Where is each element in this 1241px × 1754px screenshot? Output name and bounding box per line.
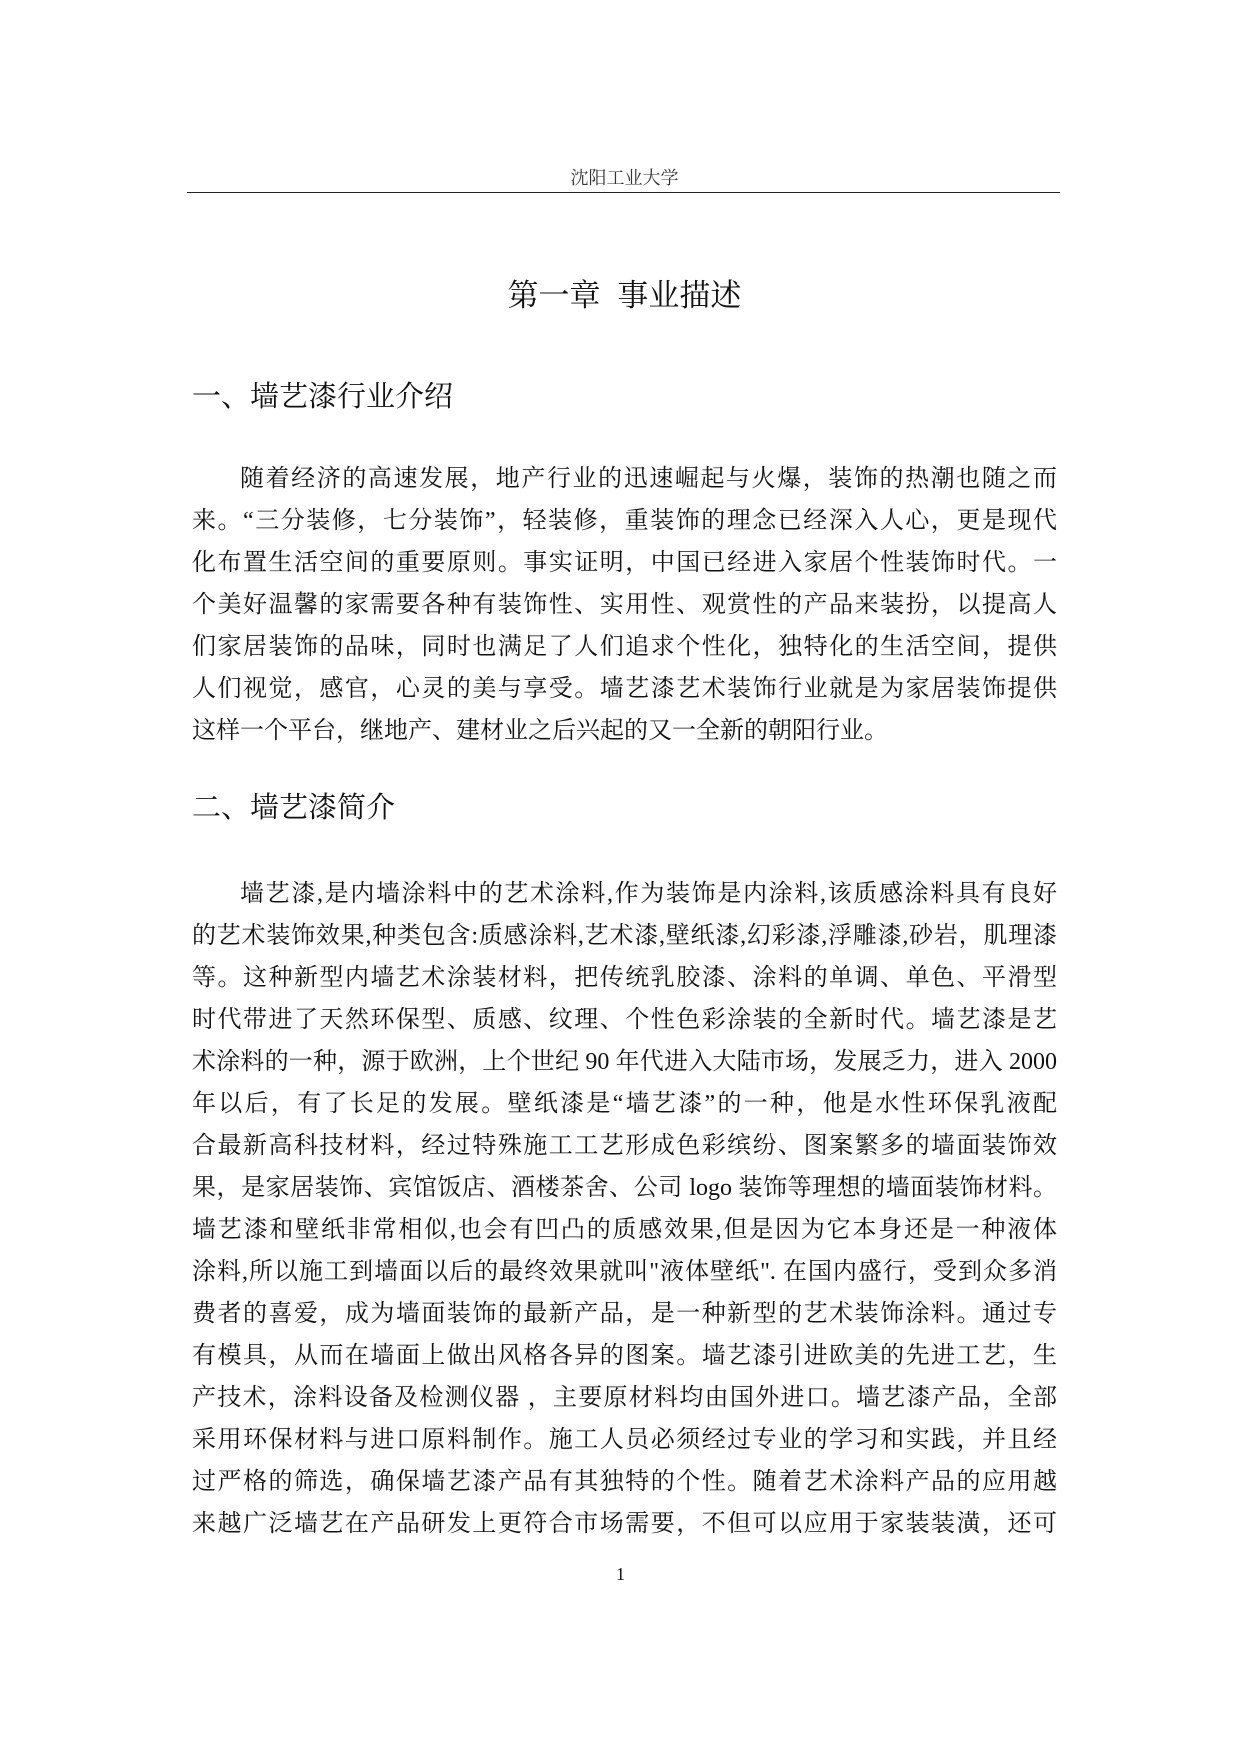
chapter-title: 第一章 事业描述: [507, 278, 742, 314]
page-number: 1: [616, 1564, 625, 1584]
paragraph-line: 墙艺漆,是内墙涂料中的艺术涂料,作为装饰是内涂料,该质感涂料具有良好: [240, 881, 1057, 907]
paragraph-line: 术涂料的一种，源于欧洲，上个世纪 90 年代进入大陆市场，发展乏力，进入 2000: [192, 1049, 1057, 1075]
paragraph-line: 们家居装饰的品味，同时也满足了人们追求个性化，独特化的生活空间，提供: [192, 634, 1057, 660]
paragraph-line: 费者的喜爱，成为墙面装饰的最新产品，是一种新型的艺术装饰涂料。通过专: [192, 1301, 1057, 1327]
paragraph-line: 合最新高科技材料，经过特殊施工工艺形成色彩缤纷、图案繁多的墙面装饰效: [192, 1133, 1057, 1159]
section-heading: 二、墙艺漆简介: [192, 790, 396, 824]
paragraph: [192, 458, 1057, 752]
paragraph-line: 采用环保材料与进口原料制作。施工人员必须经过专业的学习和实践，并且经: [192, 1427, 1057, 1453]
paragraph-line: 产技术，涂料设备及检测仪器 ，主要原材料均由国外进口。墙艺漆产品，全部: [192, 1385, 1057, 1411]
paragraph-line: 来越广泛墙艺在产品研发上更符合市场需要，不但可以应用于家装装潢，还可: [192, 1511, 1057, 1537]
running-header: 沈阳工业大学: [570, 168, 679, 188]
paragraph-line: 个美好温馨的家需要各种有装饰性、实用性、观赏性的产品来装扮，以提高人: [192, 592, 1057, 618]
paragraph-line: 年以后，有了长足的发展。壁纸漆是“墙艺漆”的一种，他是水性环保乳液配: [192, 1091, 1057, 1117]
paragraph-line: 这样一个平台，继地产、建材业之后兴起的又一全新的朝阳行业。: [192, 718, 888, 744]
section-heading: 一、墙艺漆行业介绍: [192, 379, 454, 413]
header-rule: [187, 192, 1060, 193]
paragraph-line: 等。这种新型内墙艺术涂装材料，把传统乳胶漆、涂料的单调、单色、平滑型: [192, 965, 1057, 991]
paragraph-line: 果，是家居装饰、宾馆饭店、酒楼茶舍、公司 logo 装饰等理想的墙面装饰材料。: [192, 1175, 1057, 1201]
paragraph-line: 时代带进了天然环保型、质感、纹理、个性色彩涂装的全新时代。墙艺漆是艺: [192, 1007, 1057, 1033]
paragraph-line: 的艺术装饰效果,种类包含:质感涂料,艺术漆,壁纸漆,幻彩漆,浮雕漆,砂岩，肌理漆: [192, 923, 1057, 949]
paragraph-line: 有模具，从而在墙面上做出风格各异的图案。墙艺漆引进欧美的先进工艺，生: [192, 1343, 1057, 1369]
paragraph-line: 过严格的筛选，确保墙艺漆产品有其独特的个性。随着艺术涂料产品的应用越: [192, 1469, 1057, 1495]
paragraph-line: 涂料,所以施工到墙面以后的最终效果就叫"液体壁纸". 在国内盛行，受到众多消: [192, 1259, 1057, 1285]
paragraph-line: 随着经济的高速发展，地产行业的迅速崛起与火爆，装饰的热潮也随之而: [240, 466, 1057, 492]
paragraph-line: 人们视觉，感官，心灵的美与享受。墙艺漆艺术装饰行业就是为家居装饰提供: [192, 676, 1057, 702]
paragraph-line: 化布置生活空间的重要原则。事实证明，中国已经进入家居个性装饰时代。一: [192, 550, 1057, 576]
paragraph-line: 来。“三分装修，七分装饰”，轻装修，重装饰的理念已经深入人心，更是现代: [192, 508, 1057, 534]
paragraph-line: 墙艺漆和壁纸非常相似,也会有凹凸的质感效果,但是因为它本身还是一种液体: [192, 1217, 1057, 1243]
paragraph: [192, 873, 1057, 1545]
